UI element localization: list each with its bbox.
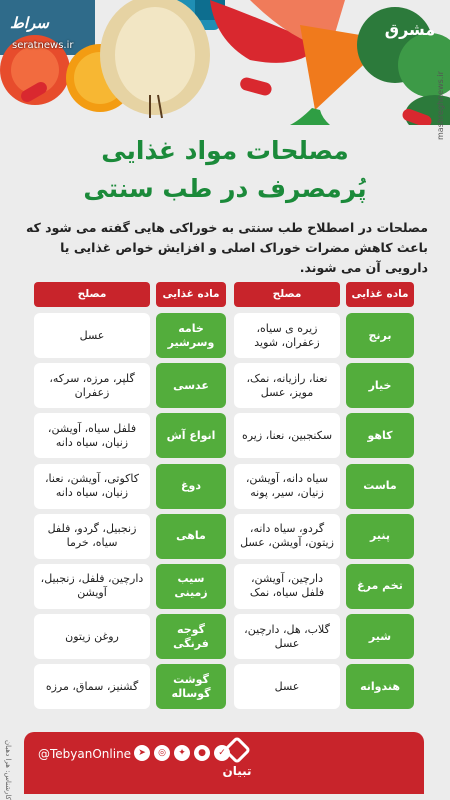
page-title xyxy=(60,132,390,208)
food-cell: برنج xyxy=(346,313,414,358)
mashregh-url: mashreghnews.ir xyxy=(436,71,445,140)
remedy-cell: دارچین، فلفل، زنجبیل، آویشن xyxy=(34,564,150,609)
food-cell: انواع آش xyxy=(156,413,226,458)
footer-bar xyxy=(24,732,424,794)
intro-text: مصلحات در اصطلاح طب سنتی به خوراکی هایی گفته می شود که باعث کاهش مضرات خوراک اصلی و افزایش خواص غذایی یا دارویی آن می شوند. xyxy=(25,220,428,275)
food-cell: خامه وسرشیر xyxy=(156,313,226,358)
remedy-cell: دارچین، آویشن، فلفل سیاه، نمک xyxy=(234,564,340,609)
header-food-right: ماده غذایی xyxy=(346,282,414,307)
food-cell: گوجه فرنگی xyxy=(156,614,226,659)
remedy-cell: سکنجبین، نعنا، زیره xyxy=(234,413,340,458)
serat-logo: سراط xyxy=(10,14,49,32)
instagram-icon[interactable]: ◎ xyxy=(154,745,170,761)
twitter-icon[interactable]: ✦ xyxy=(174,745,190,761)
remedy-cell: نعنا، رازیانه، نمک، مویز، عسل xyxy=(234,363,340,408)
remedy-cell: گردو، سیاه دانه، زیتون، آویشن، عسل xyxy=(234,514,340,559)
soroush-icon[interactable]: ✓ xyxy=(214,745,230,761)
remedy-cell: زنجبیل، گردو، فلفل سیاه، خرما xyxy=(34,514,150,559)
food-cell: خیار xyxy=(346,363,414,408)
header-remedy-right: مصلح xyxy=(234,282,340,307)
tebyan-logo-icon xyxy=(223,736,251,764)
table-row xyxy=(34,363,414,408)
hero-illustration xyxy=(0,0,450,125)
food-cell: هندوانه xyxy=(346,664,414,709)
remedy-cell: عسل xyxy=(34,313,150,358)
table-row xyxy=(34,464,414,509)
telegram-icon[interactable]: ➤ xyxy=(134,745,150,761)
tebyan-brand xyxy=(212,740,262,778)
remedy-cell: عسل xyxy=(234,664,340,709)
food-cell: کاهو xyxy=(346,413,414,458)
food-cell: ماهی xyxy=(156,514,226,559)
mashregh-logo: مشرق xyxy=(384,20,436,39)
remedy-cell: زیره ی سیاه، زعفران، شوید xyxy=(234,313,340,358)
aparat-icon[interactable]: ● xyxy=(194,745,210,761)
expert-credit: کارشناس: هرا دهبان xyxy=(4,739,12,800)
food-cell: گوشت گوساله xyxy=(156,664,226,709)
title-line-1: مصلحات مواد غذایی xyxy=(101,136,349,165)
remedy-cell: گلپر، مرزه، سرکه، زعفران xyxy=(34,363,150,408)
header-food-left: ماده غذایی xyxy=(156,282,226,307)
food-cell: شیر xyxy=(346,614,414,659)
table-row xyxy=(34,564,414,609)
social-handle[interactable]: @TebyanOnline xyxy=(38,747,132,761)
table-row xyxy=(34,664,414,709)
table-row xyxy=(34,514,414,559)
remedy-cell: فلفل سیاه، آویشن، زنیان، سیاه دانه xyxy=(34,413,150,458)
remedies-table xyxy=(34,282,414,715)
table-row xyxy=(34,313,414,358)
table-header xyxy=(34,282,414,307)
remedy-cell: روغن زیتون xyxy=(34,614,150,659)
serat-url: seratnews.ir xyxy=(12,40,74,51)
remedy-cell: کاکوتی، آویشن، نعنا، زنیان، سیاه دانه xyxy=(34,464,150,509)
tebyan-name: تبیان xyxy=(222,764,252,778)
remedy-cell: سیاه دانه، آویشن، زنیان، سیر، پونه xyxy=(234,464,340,509)
remedy-cell: گشنیز، سماق، مرزه xyxy=(34,664,150,709)
header-remedy-left: مصلح xyxy=(34,282,150,307)
food-cell: پنیر xyxy=(346,514,414,559)
title-line-2: پُرمصرف در طب سنتی xyxy=(83,174,367,203)
remedy-cell: گلاب، هل، دارچین، عسل xyxy=(234,614,340,659)
table-row xyxy=(34,614,414,659)
food-cell: تخم مرغ xyxy=(346,564,414,609)
food-cell: عدسی xyxy=(156,363,226,408)
food-cell: ماست xyxy=(346,464,414,509)
food-cell: دوغ xyxy=(156,464,226,509)
table-row xyxy=(34,413,414,458)
food-cell: سیب زمینی xyxy=(156,564,226,609)
